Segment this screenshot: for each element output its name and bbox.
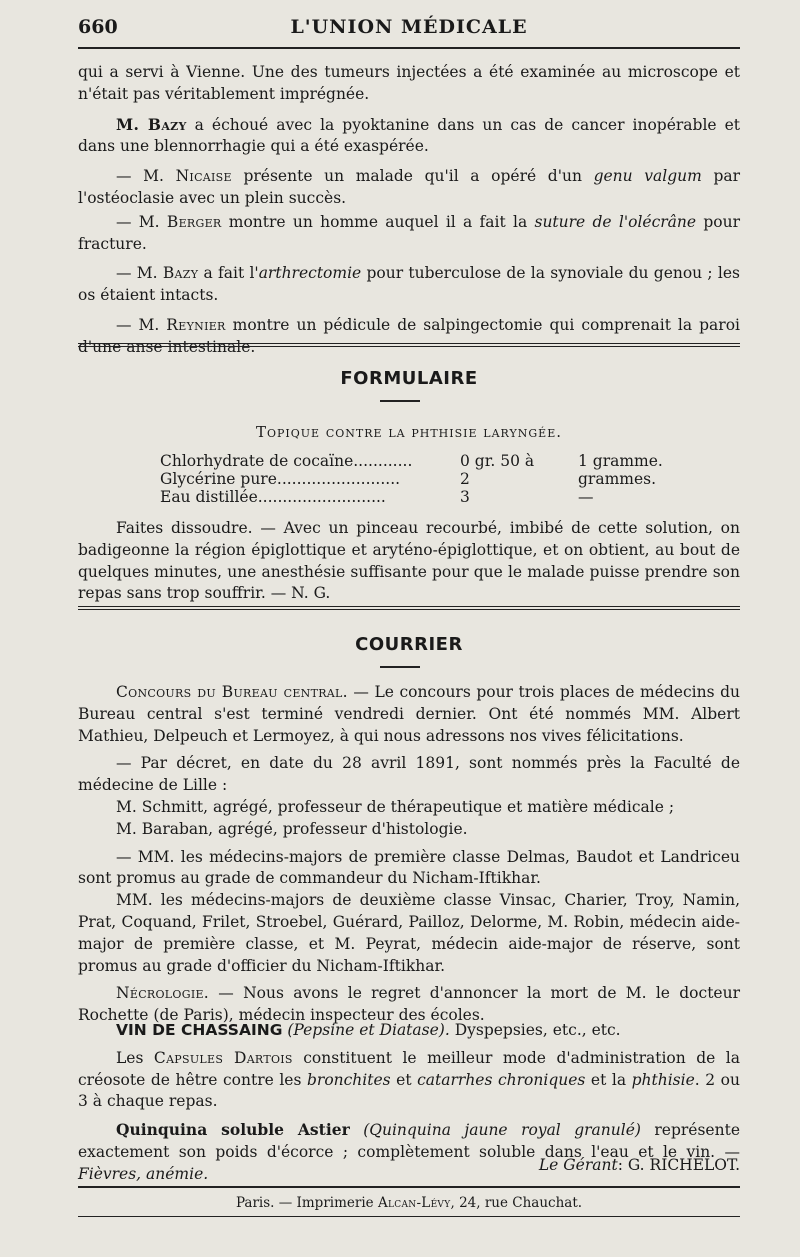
header-rule: [78, 47, 740, 49]
dash: — M.: [116, 315, 167, 334]
gerant-signature: [539, 1156, 740, 1174]
ad-text: Dyspepsies, etc., etc.: [449, 1021, 621, 1039]
dash: — M.: [116, 167, 176, 186]
society-report: [78, 62, 740, 359]
emphasis: arthrectomie: [258, 264, 362, 283]
gerant-label: Le Gérant: [538, 1156, 618, 1174]
ad-product-name: VIN DE CHASSAING: [116, 1021, 283, 1039]
ad-text: représente exactement son poids d'écorce ; complètement soluble dans l'eau et le vin. —: [78, 1121, 740, 1161]
imprint-text: , 24, rue Chauchat.: [450, 1195, 583, 1211]
report-paragraph: [78, 166, 740, 210]
ingredient-unit: grammes.: [578, 470, 657, 488]
report-paragraph: [78, 114, 740, 159]
formulaire-title: FORMULAIRE: [340, 368, 478, 389]
courrier-body: [78, 682, 740, 1027]
ad-emphasis: catarrhes chroniques: [417, 1070, 586, 1089]
ad-astier: [78, 1119, 740, 1185]
emphasis: suture de l'olécrâne: [534, 212, 697, 231]
running-title: L'UNION MÉDICALE: [290, 16, 528, 38]
news-heading: Nécrologie.: [116, 984, 210, 1003]
news-text: — Le concours pour trois places de médecins du Bureau central s'est terminé vendredi dernier. Ont été nommés MM. Albert Mathieu, Delpeuch et Lermoyez, à qui nous adressons nos vives félicitations.: [78, 683, 740, 745]
report-paragraph: qui a servi à Vienne. Une des tumeurs injectées a été examinée au microscope et n'était pas véritablement imprégnée.: [78, 63, 740, 103]
report-paragraph: [78, 315, 740, 359]
ad-chassaing: [78, 1020, 740, 1042]
report-paragraph: [78, 263, 740, 307]
ingredient-unit: —: [578, 488, 594, 506]
report-text: pour fracture.: [78, 212, 740, 253]
instructions-text: Faites dissoudre. — Avec un pinceau recourbé, imbibé de cette solution, on badigeonne la région épiglottique et aryténo-épiglottique, et on obtient, au bout de quelques minutes, une anesthésie suffisante pour que le malade puisse prendre son repas sans trop souffrir. — N. G.: [78, 519, 740, 603]
report-text: pour tuberculose de la synoviale du genou ; les os étaient intacts.: [78, 264, 740, 305]
section-divider: [78, 606, 740, 610]
formula-row: [160, 488, 740, 506]
ingredient-name: Eau distillée..........................: [160, 488, 386, 506]
imprint-text: Paris. — Imprimerie: [235, 1195, 378, 1211]
ad-emphasis: phthisie: [631, 1070, 695, 1089]
ad-emphasis: (Quinquina jaune royal granulé): [363, 1121, 641, 1140]
ad-dartois: [78, 1048, 740, 1113]
ad-emphasis: bronchites: [306, 1070, 391, 1089]
courrier-title: COURRIER: [355, 634, 463, 655]
printer-name: Alcan-Lévy: [377, 1195, 451, 1211]
ad-text: Les: [116, 1048, 154, 1067]
news-heading: Concours du Bureau central.: [116, 683, 348, 701]
person-name: Berger: [166, 212, 222, 231]
news-paragraph: — Par décret, en date du 28 avril 1891, sont nommés près la Faculté de médecine de Lille :: [78, 754, 740, 795]
ingredient-name: Chlorhydrate de cocaïne............: [160, 452, 413, 470]
dash: — M.: [116, 212, 167, 231]
ad-product-name: Quinquina soluble Astier: [116, 1120, 350, 1140]
news-paragraph: M. Schmitt, agrégé, professeur de thérapeutique et matière médicale ;: [116, 797, 675, 816]
formula-instructions: [78, 518, 740, 605]
formula-row: [160, 470, 740, 488]
title-ornament: [380, 666, 420, 668]
ad-emphasis: Fièvres, anémie.: [78, 1164, 209, 1183]
printer-imprint: [78, 1195, 740, 1211]
report-text: par l'ostéoclasie avec un plein succès.: [78, 167, 741, 207]
report-text: montre un homme auquel il a fait la: [221, 212, 535, 231]
report-text: a échoué avec la pyoktanine dans un cas de cancer inopérable et dans une blennorrhagie qui a été exaspérée.: [78, 115, 740, 156]
person-name: Bazy: [162, 264, 199, 283]
ingredient-quantity: 3: [460, 488, 470, 506]
emphasis: genu valgum: [593, 167, 702, 186]
formula-table: [160, 452, 740, 506]
news-paragraph: M. Baraban, agrégé, professeur d'histologie.: [116, 819, 468, 838]
report-text: montre un pédicule de salpingectomie qui comprenait la paroi d'une anse intestinale.: [78, 315, 740, 356]
dash: — M.: [116, 264, 163, 283]
report-text: a fait l': [198, 264, 259, 283]
person-name: M. Bazy: [116, 114, 187, 134]
ingredient-unit: 1 gramme.: [578, 452, 663, 470]
news-text: — Nous avons le regret d'annoncer la mort de M. le docteur Rochette (de Paris), médecin inspecteur des écoles.: [78, 984, 740, 1025]
ad-text: . 2 ou 3 à chaque repas.: [78, 1070, 740, 1111]
page-header: [78, 14, 740, 44]
ingredient-quantity: 0 gr. 50 à: [460, 452, 535, 470]
formula-subtitle: Topique contre la phthisie laryngée.: [256, 423, 562, 441]
ingredient-name: Glycérine pure.........................: [160, 470, 401, 488]
ingredient-quantity: 2: [460, 470, 470, 488]
ad-product-name: Capsules Dartois: [153, 1048, 293, 1067]
ad-text: constituent le meilleur mode d'administration de la créosote de hêtre contre les: [78, 1048, 740, 1089]
report-text: présente un malade qu'il a opéré d'un: [231, 167, 594, 186]
footer-rule-bottom: [78, 1216, 740, 1217]
formula-row: [160, 452, 740, 470]
ad-text: et la: [585, 1070, 632, 1089]
title-ornament: [380, 400, 420, 402]
footer-rule: [78, 1186, 740, 1188]
report-paragraph: [78, 212, 740, 256]
section-divider: [78, 343, 740, 347]
news-paragraph: — MM. les médecins-majors de première classe Delmas, Baudot et Landriceu sont promus au grade de commandeur du Nicham-Iftikhar.: [78, 847, 740, 888]
person-name: Nicaise: [175, 167, 232, 186]
person-name: Reynier: [166, 315, 226, 334]
news-paragraph: [78, 682, 740, 747]
gerant-name: : G. RICHELOT.: [617, 1156, 740, 1174]
news-paragraph: MM. les médecins-majors de deuxième classe Vinsac, Charier, Troy, Namin, Prat, Coquand, Frilet, Stroebel, Guérard, Pailloz, Delorme, M. Robin, médecin aide-major de première classe, et M. Peyrat, médecin aide-major de réserve, sont promus au grade d'officier du Nicham-Iftikhar.: [78, 891, 740, 975]
page-number: 660: [78, 16, 118, 38]
ad-text: et: [390, 1070, 418, 1089]
ad-emphasis: (Pepsine et Diatase).: [287, 1021, 450, 1039]
